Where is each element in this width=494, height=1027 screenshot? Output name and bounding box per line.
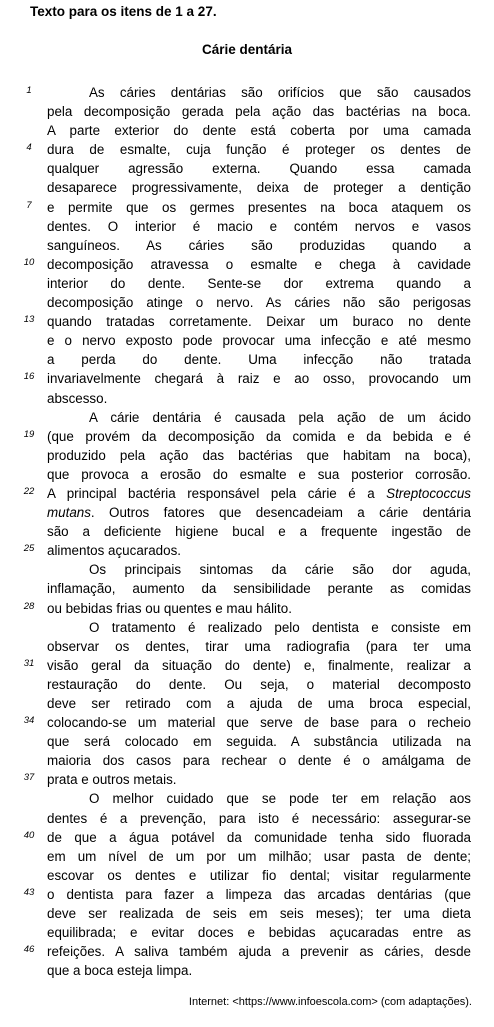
text-line — [0, 713, 494, 732]
line-number: 46 — [23, 944, 35, 956]
line-text: que será colocado em seguida. A substância utilizada na — [47, 734, 471, 750]
line-number: 4 — [26, 142, 32, 154]
line-number: 43 — [23, 886, 35, 898]
line-text: colocando-se um material que serve de base para o recheio — [47, 715, 471, 731]
line-text: prata e outros metais. — [47, 772, 177, 788]
line-number: 31 — [23, 657, 35, 669]
line-text: ou bebidas frias ou quentes e mau hálito. — [47, 600, 292, 616]
text-line — [0, 885, 494, 904]
text-line — [0, 637, 494, 656]
text-line — [0, 484, 494, 503]
line-number: 37 — [23, 772, 35, 784]
line-text: escovar os dentes e utilizar fio dental; visitar regularmente — [47, 867, 471, 883]
line-number: 22 — [23, 485, 35, 497]
line-text: deve ser realizada de seis em seis meses); ter uma dieta — [47, 906, 471, 922]
line-text: O melhor cuidado que se pode ter em relação aos — [89, 791, 471, 807]
line-number: 1 — [26, 85, 32, 96]
line-text: desaparece progressivamente, deixa de proteger a dentição — [47, 180, 471, 196]
text-line — [0, 618, 494, 637]
line-text: Os principais sintomas da cárie são dor aguda, — [89, 562, 471, 578]
text-line — [0, 675, 494, 694]
line-text: visão geral da situação do dente) e, finalmente, realizar a — [47, 657, 471, 673]
text-line — [0, 350, 494, 369]
line-text: observar os dentes, tirar uma radiografia (para ter uma — [47, 638, 471, 654]
line-text: em um nível de um por um milhão; usar pasta de dente; — [47, 848, 471, 864]
text-line — [0, 828, 494, 847]
line-number: 34 — [23, 715, 35, 727]
line-text: A parte exterior do dente está coberta por uma camada — [47, 123, 471, 139]
line-text: a perda do dente. Uma infecção não tratada — [47, 352, 471, 368]
text-line — [0, 522, 494, 541]
text-line — [0, 694, 494, 713]
text-line — [0, 560, 494, 579]
text-line — [0, 408, 494, 427]
line-segment: A principal bactéria responsável pela cárie é a — [47, 485, 387, 501]
line-text: A cárie dentária é causada pela ação de um ácido — [89, 409, 471, 425]
line-text: e permite que os germes presentes na boca ataquem os — [47, 199, 471, 215]
line-text: maioria dos casos para rechear o dente é o amálgama de — [47, 753, 471, 769]
text-line — [0, 942, 494, 961]
line-text: que provoca a erosão do esmalte e sua posterior corrosão. — [47, 466, 471, 482]
source-citation: Internet: <https://www.infoescola.com> (com adaptações). — [188, 996, 472, 1008]
text-line — [0, 427, 494, 446]
line-text — [47, 484, 471, 503]
line-text: refeições. A saliva também ajuda a prevenir as cáries, desde — [47, 944, 471, 960]
line-text: inflamação, aumento da sensibilidade perante as comidas — [47, 581, 471, 597]
text-line — [0, 809, 494, 828]
text-line — [0, 217, 494, 236]
line-text: dura de esmalte, cuja função é proteger os dentes de — [47, 142, 471, 158]
line-text: dentes é a prevenção, para isto é necessário: assegurar-se — [47, 810, 471, 826]
text-line — [0, 293, 494, 312]
text-line — [0, 599, 494, 618]
italic-term: mutans — [47, 505, 91, 521]
line-number: 13 — [23, 314, 35, 326]
line-text: sanguíneos. As cáries são produzidas quando a — [47, 237, 471, 253]
text-line — [0, 465, 494, 484]
line-text: equilibrada; e evitar doces e bebidas açucaradas entre as — [47, 925, 471, 941]
line-number: 19 — [23, 428, 35, 440]
text-line — [0, 312, 494, 331]
text-body — [0, 83, 494, 980]
line-number: 10 — [23, 256, 35, 268]
line-number: 25 — [23, 543, 35, 555]
line-number: 16 — [23, 371, 35, 383]
line-text: qualquer agressão externa. Quando essa camada — [47, 161, 471, 177]
text-line — [0, 866, 494, 885]
text-line — [0, 274, 494, 293]
line-text: O tratamento é realizado pelo dentista e consiste em — [89, 619, 471, 635]
line-text: quando tratadas corretamente. Deixar um buraco no dente — [47, 314, 471, 330]
text-line — [0, 904, 494, 923]
text-line — [0, 446, 494, 465]
line-text: pela decomposição gerada pela ação das bactérias na boca. — [47, 104, 471, 120]
text-line — [0, 732, 494, 751]
text-line — [0, 961, 494, 980]
text-line — [0, 847, 494, 866]
text-line — [0, 789, 494, 808]
line-text: alimentos açucarados. — [47, 543, 181, 559]
line-text: e o nervo exposto pode provocar uma infecção e até mesmo — [47, 333, 471, 349]
text-line — [0, 369, 494, 388]
text-line — [0, 751, 494, 770]
text-line — [0, 770, 494, 789]
text-line — [0, 198, 494, 217]
line-text: são a deficiente higiene bucal e a frequente ingestão de — [47, 524, 471, 540]
line-text: (que provém da decomposição da comida e da bebida e é — [47, 428, 471, 444]
italic-term: Streptococcus — [386, 485, 471, 501]
line-text: abscesso. — [47, 390, 108, 406]
line-number: 28 — [23, 600, 35, 612]
line-text: deve ser retirado com a ajuda de uma broca especial, — [47, 696, 471, 711]
text-line — [0, 178, 494, 197]
line-text: dentes. O interior é macio e contém nervos e vasos — [47, 218, 471, 234]
line-text: As cáries dentárias são orifícios que são causados — [89, 85, 471, 100]
text-line — [0, 656, 494, 675]
text-line — [0, 83, 494, 102]
text-line — [0, 159, 494, 178]
text-line — [0, 236, 494, 255]
section-heading: Texto para os itens de 1 a 27. — [30, 4, 217, 19]
text-line — [0, 121, 494, 140]
line-text: decomposição atinge o nervo. As cáries não são perigosas — [47, 295, 471, 311]
text-line — [0, 503, 494, 522]
text-line — [0, 389, 494, 408]
text-line — [0, 541, 494, 560]
line-text: de que a água potável da comunidade tenha sido fluorada — [47, 829, 471, 845]
line-number: 40 — [23, 829, 35, 841]
line-segment: . Outros fatores que desencadeiam a cárie dentária — [90, 505, 471, 521]
text-line — [0, 923, 494, 942]
text-line — [0, 140, 494, 159]
line-text: que a boca esteja limpa. — [47, 963, 193, 979]
line-text: invariavelmente chegará à raiz e ao osso, provocando um — [47, 371, 471, 387]
line-text: restauração do dente. Ou seja, o material decomposto — [47, 676, 471, 692]
text-line — [0, 102, 494, 121]
line-number: 7 — [26, 199, 32, 211]
text-title: Cárie dentária — [201, 42, 293, 57]
line-text: decomposição atravessa o esmalte e chega à cavidade — [47, 256, 471, 272]
line-text: produzido pela ação das bactérias que habitam na boca), — [47, 447, 471, 463]
line-text: o dentista para fazer a limpeza das arcadas dentárias (que — [47, 886, 471, 902]
text-line — [0, 331, 494, 350]
text-line — [0, 255, 494, 274]
line-text — [47, 503, 471, 522]
line-text: interior do dente. Sente-se dor extrema quando a — [47, 275, 471, 291]
text-line — [0, 579, 494, 598]
